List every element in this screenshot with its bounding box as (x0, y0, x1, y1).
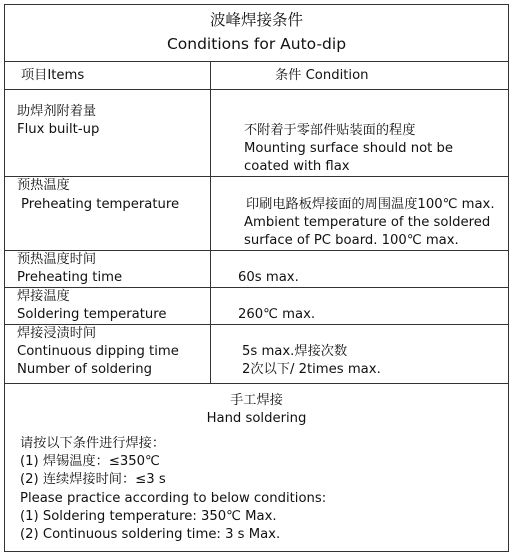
divider-row-1 (5, 176, 508, 177)
row-solder-temp-item-en: Soldering temperature (17, 307, 167, 322)
row-solder-temp-item-cn: 焊接温度 (17, 289, 70, 304)
conditions-table (4, 4, 509, 552)
hand-title-cn: 手工焊接 (230, 393, 283, 408)
row-preheat-cond-en-1: Ambient temperature of the soldered (244, 215, 491, 230)
header-items: 项目Items (21, 68, 85, 83)
divider-title (5, 61, 508, 62)
hand-line-4: Please practice according to below conditions: (20, 491, 327, 506)
row-dip-cond-2: 2次以下/ 2times max. (242, 362, 381, 377)
row-flux-item-en: Flux built-up (17, 122, 100, 137)
row-flux-cond-en-1: Mounting surface should not be (244, 141, 454, 156)
row-preheat-item-en: Preheating temperature (21, 197, 180, 212)
hand-line-3: (2) 连续焊接时间：≤3 s (20, 472, 166, 487)
row-flux-item-cn: 助焊剂附着量 (17, 104, 97, 119)
row-preheat-time-item-en: Preheating time (17, 270, 123, 285)
row-preheat-cond-en-2: surface of PC board. 100℃ max. (244, 233, 459, 248)
hand-line-5: (1) Soldering temperature: 350℃ Max. (20, 509, 277, 524)
hand-line-6: (2) Continuous soldering time: 3 s Max. (20, 527, 281, 542)
divider-row-5 (5, 383, 508, 384)
hand-line-2: (1) 焊锡温度：≤350℃ (20, 454, 160, 469)
row-flux-cond-cn: 不附着于零部件贴装面的程度 (244, 123, 416, 138)
row-dip-cond-1: 5s max.焊接次数 (242, 344, 348, 359)
row-dip-item-en-2: Number of soldering (17, 362, 152, 377)
title-english: Conditions for Auto-dip (166, 35, 347, 53)
hand-title-en: Hand soldering (206, 411, 307, 426)
row-preheat-cond-cn: 印刷电路板焊接面的周围温度100℃ max. (246, 197, 495, 212)
row-preheat-item-cn: 预热温度 (17, 178, 70, 193)
row-dip-item-en-1: Continuous dipping time (17, 344, 179, 359)
row-flux-cond-en-2: coated with flax (244, 159, 350, 174)
row-solder-temp-cond: 260℃ max. (238, 307, 316, 322)
row-preheat-time-cond: 60s max. (238, 270, 299, 285)
title-chinese: 波峰焊接条件 (209, 11, 303, 29)
header-condition: 条件 Condition (275, 68, 369, 83)
divider-row-3 (5, 287, 508, 288)
column-divider (210, 61, 211, 383)
divider-header (5, 89, 508, 90)
row-preheat-time-item-cn: 预热温度时间 (17, 252, 97, 267)
hand-line-1: 请按以下条件进行焊接： (20, 436, 166, 451)
row-dip-item-cn: 焊接浸渍时间 (17, 326, 97, 341)
